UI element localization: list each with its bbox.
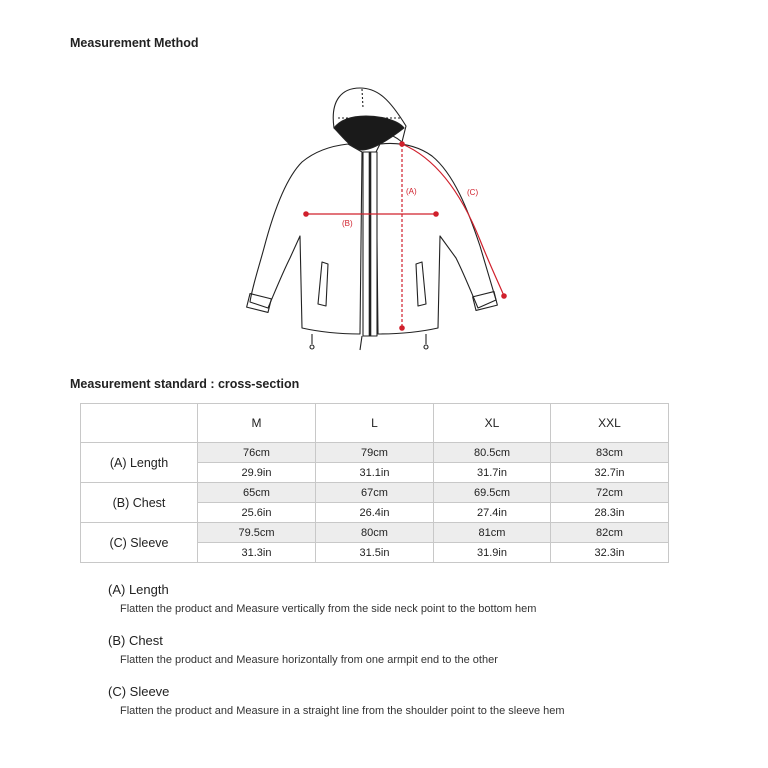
- row-label-length: (A) Length: [81, 443, 198, 483]
- table-cell: 32.7in: [551, 463, 669, 483]
- definition-sleeve: [108, 684, 728, 717]
- table-cell: 80cm: [316, 523, 434, 543]
- table-cell: 81cm: [434, 523, 551, 543]
- definition-name: (C) Sleeve: [108, 684, 170, 699]
- size-col-m: M: [198, 404, 316, 443]
- label-c: (C): [467, 188, 479, 197]
- table-cell: 31.9in: [434, 543, 551, 563]
- table-row: [81, 483, 669, 503]
- table-cell: 28.3in: [551, 503, 669, 523]
- corner-cell: [81, 404, 198, 443]
- size-col-l: L: [316, 404, 434, 443]
- size-col-xxl: XXL: [551, 404, 669, 443]
- table-cell: 79.5cm: [198, 523, 316, 543]
- size-col-xl: XL: [434, 404, 551, 443]
- table-cell: 31.3in: [198, 543, 316, 563]
- definition-length: [108, 582, 728, 615]
- table-cell: 80.5cm: [434, 443, 551, 463]
- table-cell: 72cm: [551, 483, 669, 503]
- table-cell: 31.5in: [316, 543, 434, 563]
- measurement-standard-title: Measurement standard : cross-section: [70, 377, 300, 391]
- left-pocket: [318, 262, 328, 306]
- table-cell: 82cm: [551, 523, 669, 543]
- table-row: [81, 523, 669, 543]
- table-cell: 32.3in: [551, 543, 669, 563]
- right-body: [376, 144, 496, 335]
- table-cell: 25.6in: [198, 503, 316, 523]
- table-cell: 76cm: [198, 443, 316, 463]
- label-b: (B): [342, 219, 353, 228]
- table-cell: 65cm: [198, 483, 316, 503]
- table-cell: 29.9in: [198, 463, 316, 483]
- table-cell: 83cm: [551, 443, 669, 463]
- definition-text: Flatten the product and Measure vertically from the side neck point to the bottom hem: [120, 603, 537, 615]
- right-pocket: [416, 262, 426, 306]
- left-cuff: [247, 294, 272, 313]
- table-cell: 69.5cm: [434, 483, 551, 503]
- measurement-definitions: [108, 582, 728, 735]
- row-label-chest: (B) Chest: [81, 483, 198, 523]
- table-cell: 27.4in: [434, 503, 551, 523]
- table-row: [81, 443, 669, 463]
- label-a: (A): [406, 187, 417, 196]
- measurement-method-title: Measurement Method: [70, 36, 199, 50]
- row-label-sleeve: (C) Sleeve: [81, 523, 198, 563]
- definition-text: Flatten the product and Measure in a straight line from the shoulder point to the sleeve hem: [120, 705, 565, 717]
- size-table: [80, 403, 669, 563]
- left-body: [250, 144, 362, 334]
- size-header-row: [81, 404, 669, 443]
- definition-chest: [108, 633, 728, 666]
- jacket-diagram: [230, 80, 530, 360]
- sleeve-measure-line: [402, 144, 504, 296]
- table-cell: 79cm: [316, 443, 434, 463]
- table-cell: 31.7in: [434, 463, 551, 483]
- hood-seam: [362, 89, 363, 108]
- definition-text: Flatten the product and Measure horizontally from one armpit end to the other: [120, 654, 498, 666]
- definition-name: (A) Length: [108, 582, 169, 597]
- definition-name: (B) Chest: [108, 633, 163, 648]
- table-cell: 67cm: [316, 483, 434, 503]
- table-cell: 26.4in: [316, 503, 434, 523]
- table-cell: 31.1in: [316, 463, 434, 483]
